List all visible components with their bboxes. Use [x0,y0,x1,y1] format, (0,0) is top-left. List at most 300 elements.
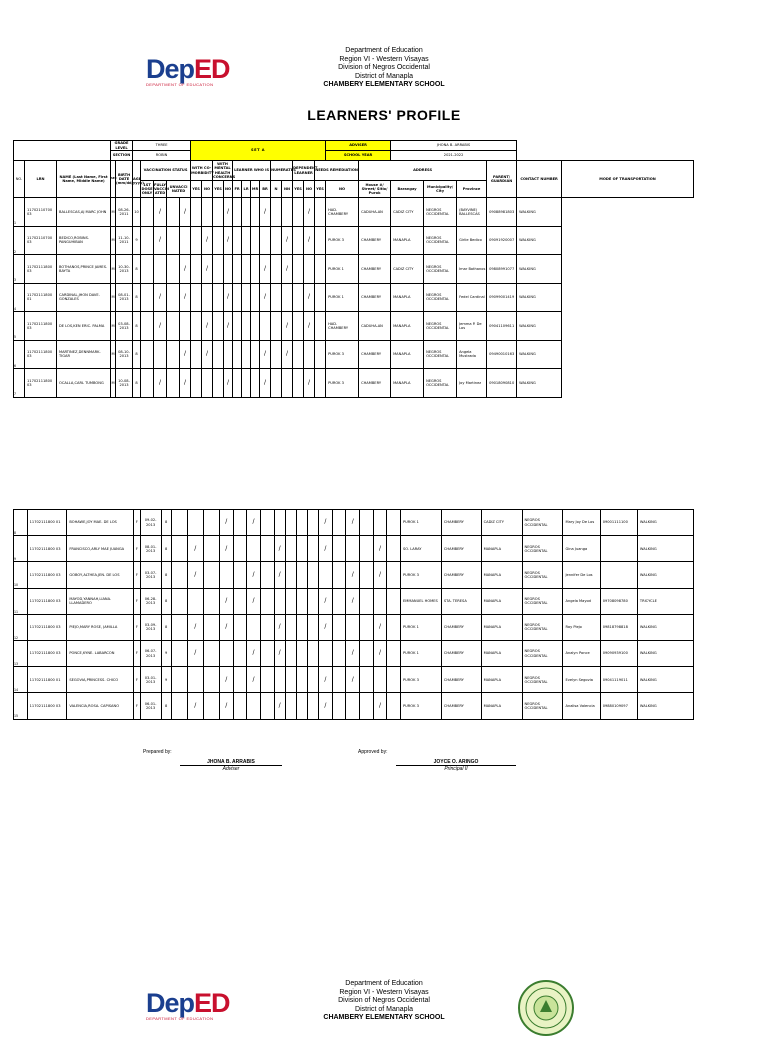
status-cell [154,369,167,398]
learner-name: BEDICO,ROBINS. PANGUHIBAN [57,226,111,255]
status-cell [247,667,261,693]
check-mark-icon: / [225,675,228,683]
status-cell [203,562,219,588]
check-mark-icon: / [286,236,289,244]
learner-parent: Fedel Cardinal [457,283,487,312]
table-row [14,640,694,666]
status-cell [315,283,326,312]
status-cell [187,614,203,640]
learner-street: PUROK 1 [400,510,441,536]
prepared-by-label: Prepared by: [143,749,172,755]
status-cell [332,614,346,640]
col-first-dose: 1ST DOSE ONLY [141,181,154,198]
col-vaccination: VACCINATION STATUS [141,161,191,181]
status-cell [271,340,282,369]
status-cell [260,614,274,640]
check-mark-icon: / [206,264,209,272]
status-cell [360,667,374,693]
learner-contact: 09708098780 [600,588,637,614]
learner-sex: F [134,562,140,588]
status-cell [332,562,346,588]
check-mark-icon: / [225,544,228,552]
check-mark-icon: / [286,350,289,358]
learner-sex: M [111,312,116,341]
status-cell [285,667,296,693]
col-remediation: NEEDS REMEDIATION [315,161,359,181]
status-cell [219,562,233,588]
prepared-by-name: JHONA B. ARRABIS [207,759,255,765]
row-number: 14 [14,667,28,693]
status-cell [167,340,180,369]
status-cell [260,640,274,666]
status-cell [233,588,247,614]
row-number: 12 [14,614,28,640]
status-cell [260,536,274,562]
status-cell [296,562,307,588]
learner-transport: WALKING [637,640,693,666]
check-mark-icon: / [308,293,311,301]
status-cell [242,255,251,284]
status-cell [171,510,187,536]
learner-lrn: 11702111800 03 [25,255,57,284]
status-cell [251,255,260,284]
learner-parent: Ray Piejo [563,614,600,640]
check-mark-icon: / [225,623,228,631]
learner-transport: WALKING [517,255,562,284]
status-cell [242,226,251,255]
learner-name: SEGOVIA,PRINCESS. CHICO [67,667,134,693]
learner-province: NEGROS OCCIDENTAL [522,667,563,693]
learner-street: SO. LARAY [400,536,441,562]
learner-age: 8 [161,510,171,536]
learner-municipality: MANAPLA [391,340,424,369]
status-cell [274,562,285,588]
status-cell [187,693,203,719]
learner-province: NEGROS OCCIDENTAL [424,369,457,398]
col-yes: YES [191,181,202,198]
status-cell [332,536,346,562]
check-mark-icon: / [184,264,187,272]
status-cell [296,693,307,719]
status-cell [387,562,401,588]
status-cell [307,640,318,666]
status-cell [213,340,224,369]
status-cell [219,588,233,614]
status-cell [191,198,202,227]
status-cell [242,340,251,369]
status-cell [203,536,219,562]
status-cell [260,255,271,284]
status-cell [373,640,387,666]
learner-birthdate: 08-10-2013 [116,340,133,369]
status-cell [319,640,333,666]
status-cell [233,562,247,588]
status-cell [202,312,213,341]
learner-sex: F [134,693,140,719]
status-cell [180,283,191,312]
status-cell [346,614,360,640]
status-cell [224,312,233,341]
status-cell [271,198,282,227]
col-no-sub: NO [304,181,315,198]
row-number: 2 [14,226,25,255]
learner-barangay: CHAMBERY [441,693,481,719]
check-mark-icon: / [278,544,281,552]
approved-by-name: JOYCE O. ARINGO [433,759,479,765]
status-cell [304,369,315,398]
table-row [14,562,694,588]
learner-contact: 09818798818 [600,614,637,640]
check-mark-icon: / [184,350,187,358]
status-cell [167,198,180,227]
status-cell [251,312,260,341]
learner-age: 8 [161,588,171,614]
status-cell [274,536,285,562]
learners-table-page1 [13,140,694,398]
status-cell [360,562,374,588]
status-cell [282,340,293,369]
adviser-value: JHONA B. ARRABIS [391,141,517,151]
learner-province: NEGROS OCCIDENTAL [522,510,563,536]
learner-street: PUROK 1 [326,283,359,312]
status-cell [296,640,307,666]
status-cell [191,226,202,255]
learner-street: PUROK 3 [326,340,359,369]
status-cell [242,369,251,398]
learner-transport: TRICYCLE [637,588,693,614]
learner-parent: Jennifer De Los [563,562,600,588]
learner-age: 8 [161,614,171,640]
check-mark-icon: / [264,264,267,272]
learner-municipality: MANAPLA [391,312,424,341]
learner-sex: M [111,198,116,227]
check-mark-icon: / [227,236,230,244]
status-cell [293,255,304,284]
row-number: 10 [14,562,28,588]
row-number: 8 [14,510,28,536]
status-cell [213,312,224,341]
learner-transport: WALKING [517,283,562,312]
learner-barangay: CHAMBERY [441,536,481,562]
learner-municipality: MANAPLA [481,667,522,693]
row-number: 13 [14,640,28,666]
learner-contact: 09490010163 [487,340,517,369]
learner-age: 8 [133,369,141,398]
learner-lrn: 11702111800 03 [27,536,67,562]
status-cell [219,536,233,562]
check-mark-icon: / [159,293,162,301]
learner-sex: F [134,510,140,536]
status-cell [373,536,387,562]
status-cell [203,640,219,666]
learner-barangay: CHAMBERY [441,614,481,640]
status-cell [247,640,261,666]
col-birth: BIRTH DATE (mm/dd/yyyy) [116,161,133,198]
row-number: 4 [14,283,25,312]
learner-lrn: 11702111800 03 [25,312,57,341]
status-cell [332,693,346,719]
status-cell [251,340,260,369]
check-mark-icon: / [206,350,209,358]
status-cell [315,255,326,284]
status-cell [213,255,224,284]
status-cell [260,369,271,398]
status-cell [203,588,219,614]
status-cell [260,283,271,312]
status-cell [242,283,251,312]
set-label: SET A [191,141,326,161]
status-cell [202,226,213,255]
page-title: LEARNERS' PROFILE [307,107,461,123]
status-cell [187,588,203,614]
status-cell [285,510,296,536]
learner-transport: WALKING [637,510,693,536]
status-cell [167,255,180,284]
status-cell [191,255,202,284]
status-cell [233,693,247,719]
learner-street: EMMANUEL HOMES [400,588,441,614]
check-mark-icon: / [378,570,382,578]
status-cell [260,312,271,341]
learner-contact: 09088981803 [487,198,517,227]
school-header-bottom: Department of Education Region VI - Western Visayas Division of Negros Occidental District of Manapla CHAMBERY ELEMENTARY SCHOOL [323,980,445,1021]
status-cell [233,255,242,284]
learners-table-page2 [13,509,694,720]
prepared-by-block [180,759,282,772]
learner-parent: Analyn Ponce [563,640,600,666]
grade-level-label: GRADE LEVEL [111,141,133,151]
check-mark-icon: / [264,207,267,215]
status-cell [180,340,191,369]
col-address: ADDRESS [359,161,487,181]
learner-province: NEGROS OCCIDENTAL [522,588,563,614]
status-cell [260,226,271,255]
status-cell [332,510,346,536]
status-cell [346,536,360,562]
status-cell [202,255,213,284]
status-cell [332,667,346,693]
table-row [14,693,694,719]
learner-contact: 09808991077 [487,255,517,284]
learner-lrn: 11702111800 01 [27,510,67,536]
status-cell [304,312,315,341]
learner-birthdate: 03-01-2013 [140,667,161,693]
status-cell [346,510,360,536]
section-label: SECTION [111,151,133,161]
learner-age: 8 [161,693,171,719]
check-mark-icon: / [351,570,354,578]
status-cell [293,312,304,341]
learner-municipality: CADIZ CITY [481,510,522,536]
status-cell [224,255,233,284]
learner-birthdate: 03-07-2013 [140,562,161,588]
status-cell [360,614,374,640]
table-row [14,198,694,227]
status-cell [373,667,387,693]
learner-birthdate: 08-26-2011 [116,198,133,227]
learner-age: 8 [133,283,141,312]
learner-province: NEGROS OCCIDENTAL [424,340,457,369]
check-mark-icon: / [324,597,327,605]
learner-lrn: 11702110700 03 [25,226,57,255]
status-cell [304,226,315,255]
learner-municipality: MANAPLA [391,226,424,255]
learner-barangay: CHAMBERY [359,340,391,369]
status-cell [171,614,187,640]
check-mark-icon: / [278,701,281,709]
status-cell [219,640,233,666]
status-cell [242,312,251,341]
status-cell [233,536,247,562]
status-cell [171,693,187,719]
status-cell [307,588,318,614]
learner-province: NEGROS OCCIDENTAL [424,198,457,227]
status-cell [360,693,374,719]
status-cell [315,312,326,341]
learner-transport: WALKING [517,198,562,227]
learner-sex: F [134,614,140,640]
check-mark-icon: / [194,623,197,631]
learner-name: VALENCIA,ROSA. CAPISANO [67,693,134,719]
check-mark-icon: / [194,570,197,578]
status-cell [233,226,242,255]
learner-name: BOHAWE,JOY MAE. DE LOS [67,510,134,536]
col-lwi-0: FR [233,181,242,198]
learner-age: 8 [161,562,171,588]
status-cell [251,226,260,255]
status-cell [319,693,333,719]
learner-birthdate: 10-08-2013 [116,369,133,398]
table-row [14,226,694,255]
learner-municipality: MANAPLA [481,614,522,640]
status-cell [274,667,285,693]
learner-municipality: MANAPLA [481,562,522,588]
approved-by-block [396,759,516,772]
col-address-3: Province [457,181,487,198]
learner-age: 8 [133,255,141,284]
status-cell [282,369,293,398]
learner-age: 9 [161,667,171,693]
status-cell [171,588,187,614]
status-cell [315,340,326,369]
learner-municipality: MANAPLA [481,588,522,614]
status-cell [307,562,318,588]
learner-lrn: 11702111800 03 [25,369,57,398]
status-cell [187,536,203,562]
check-mark-icon: / [278,649,281,657]
learner-barangay: CHAMBERY [359,226,391,255]
learner-parent: Mary Joy De Los [563,510,600,536]
col-fully-vaccinated: FULLY VACCIN ATED [154,181,167,198]
status-cell [191,340,202,369]
check-mark-icon: / [252,675,255,683]
status-cell [293,340,304,369]
status-cell [373,693,387,719]
status-cell [360,588,374,614]
status-cell [224,226,233,255]
status-cell [282,198,293,227]
col-lwi-3: BR [260,181,271,198]
status-cell [373,510,387,536]
section-value: ROBIN [133,151,191,161]
col-no-sub: NO [202,181,213,198]
learner-contact: 09090939100 [600,640,637,666]
status-cell [293,198,304,227]
check-mark-icon: / [308,207,311,215]
status-cell [315,198,326,227]
status-cell [285,588,296,614]
status-cell [315,369,326,398]
learner-transport: WALKING [517,369,562,398]
check-mark-icon: / [194,544,197,552]
status-cell [167,226,180,255]
learner-street: PUROK 3 [326,226,359,255]
status-cell [219,510,233,536]
learner-age: 9 [133,226,141,255]
col-contact: CONTACT NUMBER [517,161,562,198]
learner-lrn: 11702110700 03 [25,198,57,227]
status-cell [154,226,167,255]
learner-name: BALLESCAS,AJ MARC JOHN [57,198,111,227]
status-cell [191,283,202,312]
check-mark-icon: / [159,207,162,215]
status-cell [282,283,293,312]
status-cell [346,667,360,693]
status-cell [191,312,202,341]
learner-name: MARTINEZ,DENNMARK. TIGAR [57,340,111,369]
status-cell [285,693,296,719]
row-number: 9 [14,536,28,562]
col-no-sub: NO [326,181,359,198]
learner-name: BOTHANOS,PRINCE JAMES. BAYTA [57,255,111,284]
learner-barangay: STA. TERESA [441,588,481,614]
status-cell [274,614,285,640]
check-mark-icon: / [286,321,289,329]
col-age: AGE [133,161,141,198]
learner-parent: Angela Mayod [563,588,600,614]
learner-street: PUROK 1 [400,640,441,666]
status-cell [203,693,219,719]
learner-parent: Jemma P. De Los [457,312,487,341]
learner-lrn: 11702111800 03 [27,614,67,640]
learner-transport: WALKING [637,693,693,719]
learner-birthdate: 06-28-2013 [140,588,161,614]
status-cell [282,226,293,255]
status-cell [219,693,233,719]
status-cell [293,369,304,398]
check-mark-icon: / [324,544,327,552]
status-cell [224,283,233,312]
col-comorbidity: WITH CO-MORBIDITY [191,161,213,181]
table-row [14,283,694,312]
col-yes: YES [315,181,326,198]
check-mark-icon: / [252,597,255,605]
learner-barangay: CHAMBERY [441,667,481,693]
check-mark-icon: / [278,623,281,631]
status-cell [224,369,233,398]
learner-parent: Girlie Bedico [457,226,487,255]
status-cell [213,226,224,255]
header-line4: District of Manapla [355,72,413,80]
status-cell [233,312,242,341]
status-cell [141,283,154,312]
status-cell [260,340,271,369]
status-cell [203,614,219,640]
learner-street: PUROK 3 [400,693,441,719]
status-cell [247,588,261,614]
status-cell [271,312,282,341]
col-transport: MODE OF TRANSPORTATION [562,161,694,198]
